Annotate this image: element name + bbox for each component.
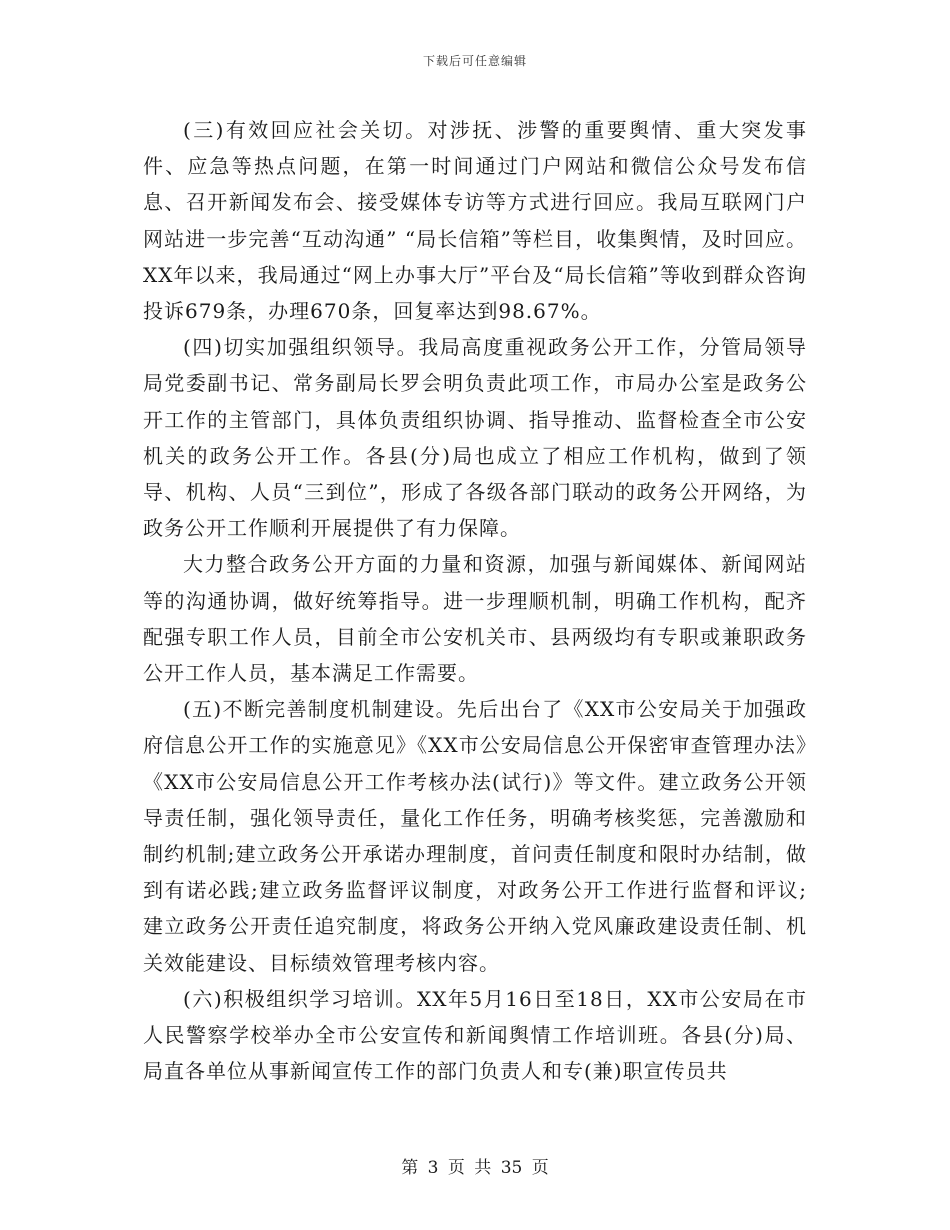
paragraph-leadership: (四)切实加强组织领导。我局高度重视政务公开工作，分管局领导局党委副书记、常务副局长罗会明负责此项工作，市局办公室是政务公开工作的主管部门，具体负责组织协调、指导推动、监督检查全市公安机关的政务公开工作。各县(分)局也成立了相应工作机构，做到了领导、机构、人员“三到位”，形成了各级各部门联动的政务公开网络，为政务公开工作顺利开展提供了有力保障。: [143, 335, 807, 541]
paragraph-public-response: (三)有效回应社会关切。对涉抚、涉警的重要舆情、重大突发事件、应急等热点问题，在第一时间通过门户网站和微信公众号发布信息、召开新闻发布会、接受媒体专访等方式进行回应。我局互联网门户网站进一步完善“互动沟通” “局长信箱”等栏目，收集舆情，及时回应。XX年以来，我局通过“网上办事大厅”平台及“局长信箱”等收到群众咨询投诉679条，办理670条，回复率达到98.67%。: [143, 118, 807, 324]
header-note: 下载后可任意编辑: [422, 54, 527, 68]
paragraph-institution-building: (五)不断完善制度机制建设。先后出台了《XX市公安局关于加强政府信息公开工作的实施意见》《XX市公安局信息公开保密审查管理办法》《XX市公安局信息公开工作考核办法(试行)》等文件。建立政务公开领导责任制，强化领导责任，量化工作任务，明确考核奖惩，完善激励和制约机制;建立政务公开承诺办理制度，首问责任制度和限时办结制，做到有诺必践;建立政务监督评议制度，对政务公开工作进行监督和评议;建立政务公开责任追究制度，将政务公开纳入党风廉政建设责任制、机关效能建设、目标绩效管理考核内容。: [143, 697, 807, 975]
paragraph-resource-integration: 大力整合政务公开方面的力量和资源，加强与新闻媒体、新闻网站等的沟通协调，做好统筹指导。进一步理顺机制，明确工作机构，配齐配强专职工作人员，目前全市公安机关市、县两级均有专职或兼职政务公开工作人员，基本满足工作需要。: [143, 552, 807, 686]
page-number-footer: 第 3 页 共 35 页: [401, 1158, 549, 1178]
document-body: [143, 112, 807, 1089]
paragraph-training: (六)积极组织学习培训。XX年5月16日至18日，XX市公安局在市人民警察学校举办全市公安宣传和新闻舆情工作培训班。各县(分)局、局直各单位从事新闻宣传工作的部门负责人和专(兼)职宣传员共: [143, 986, 807, 1084]
